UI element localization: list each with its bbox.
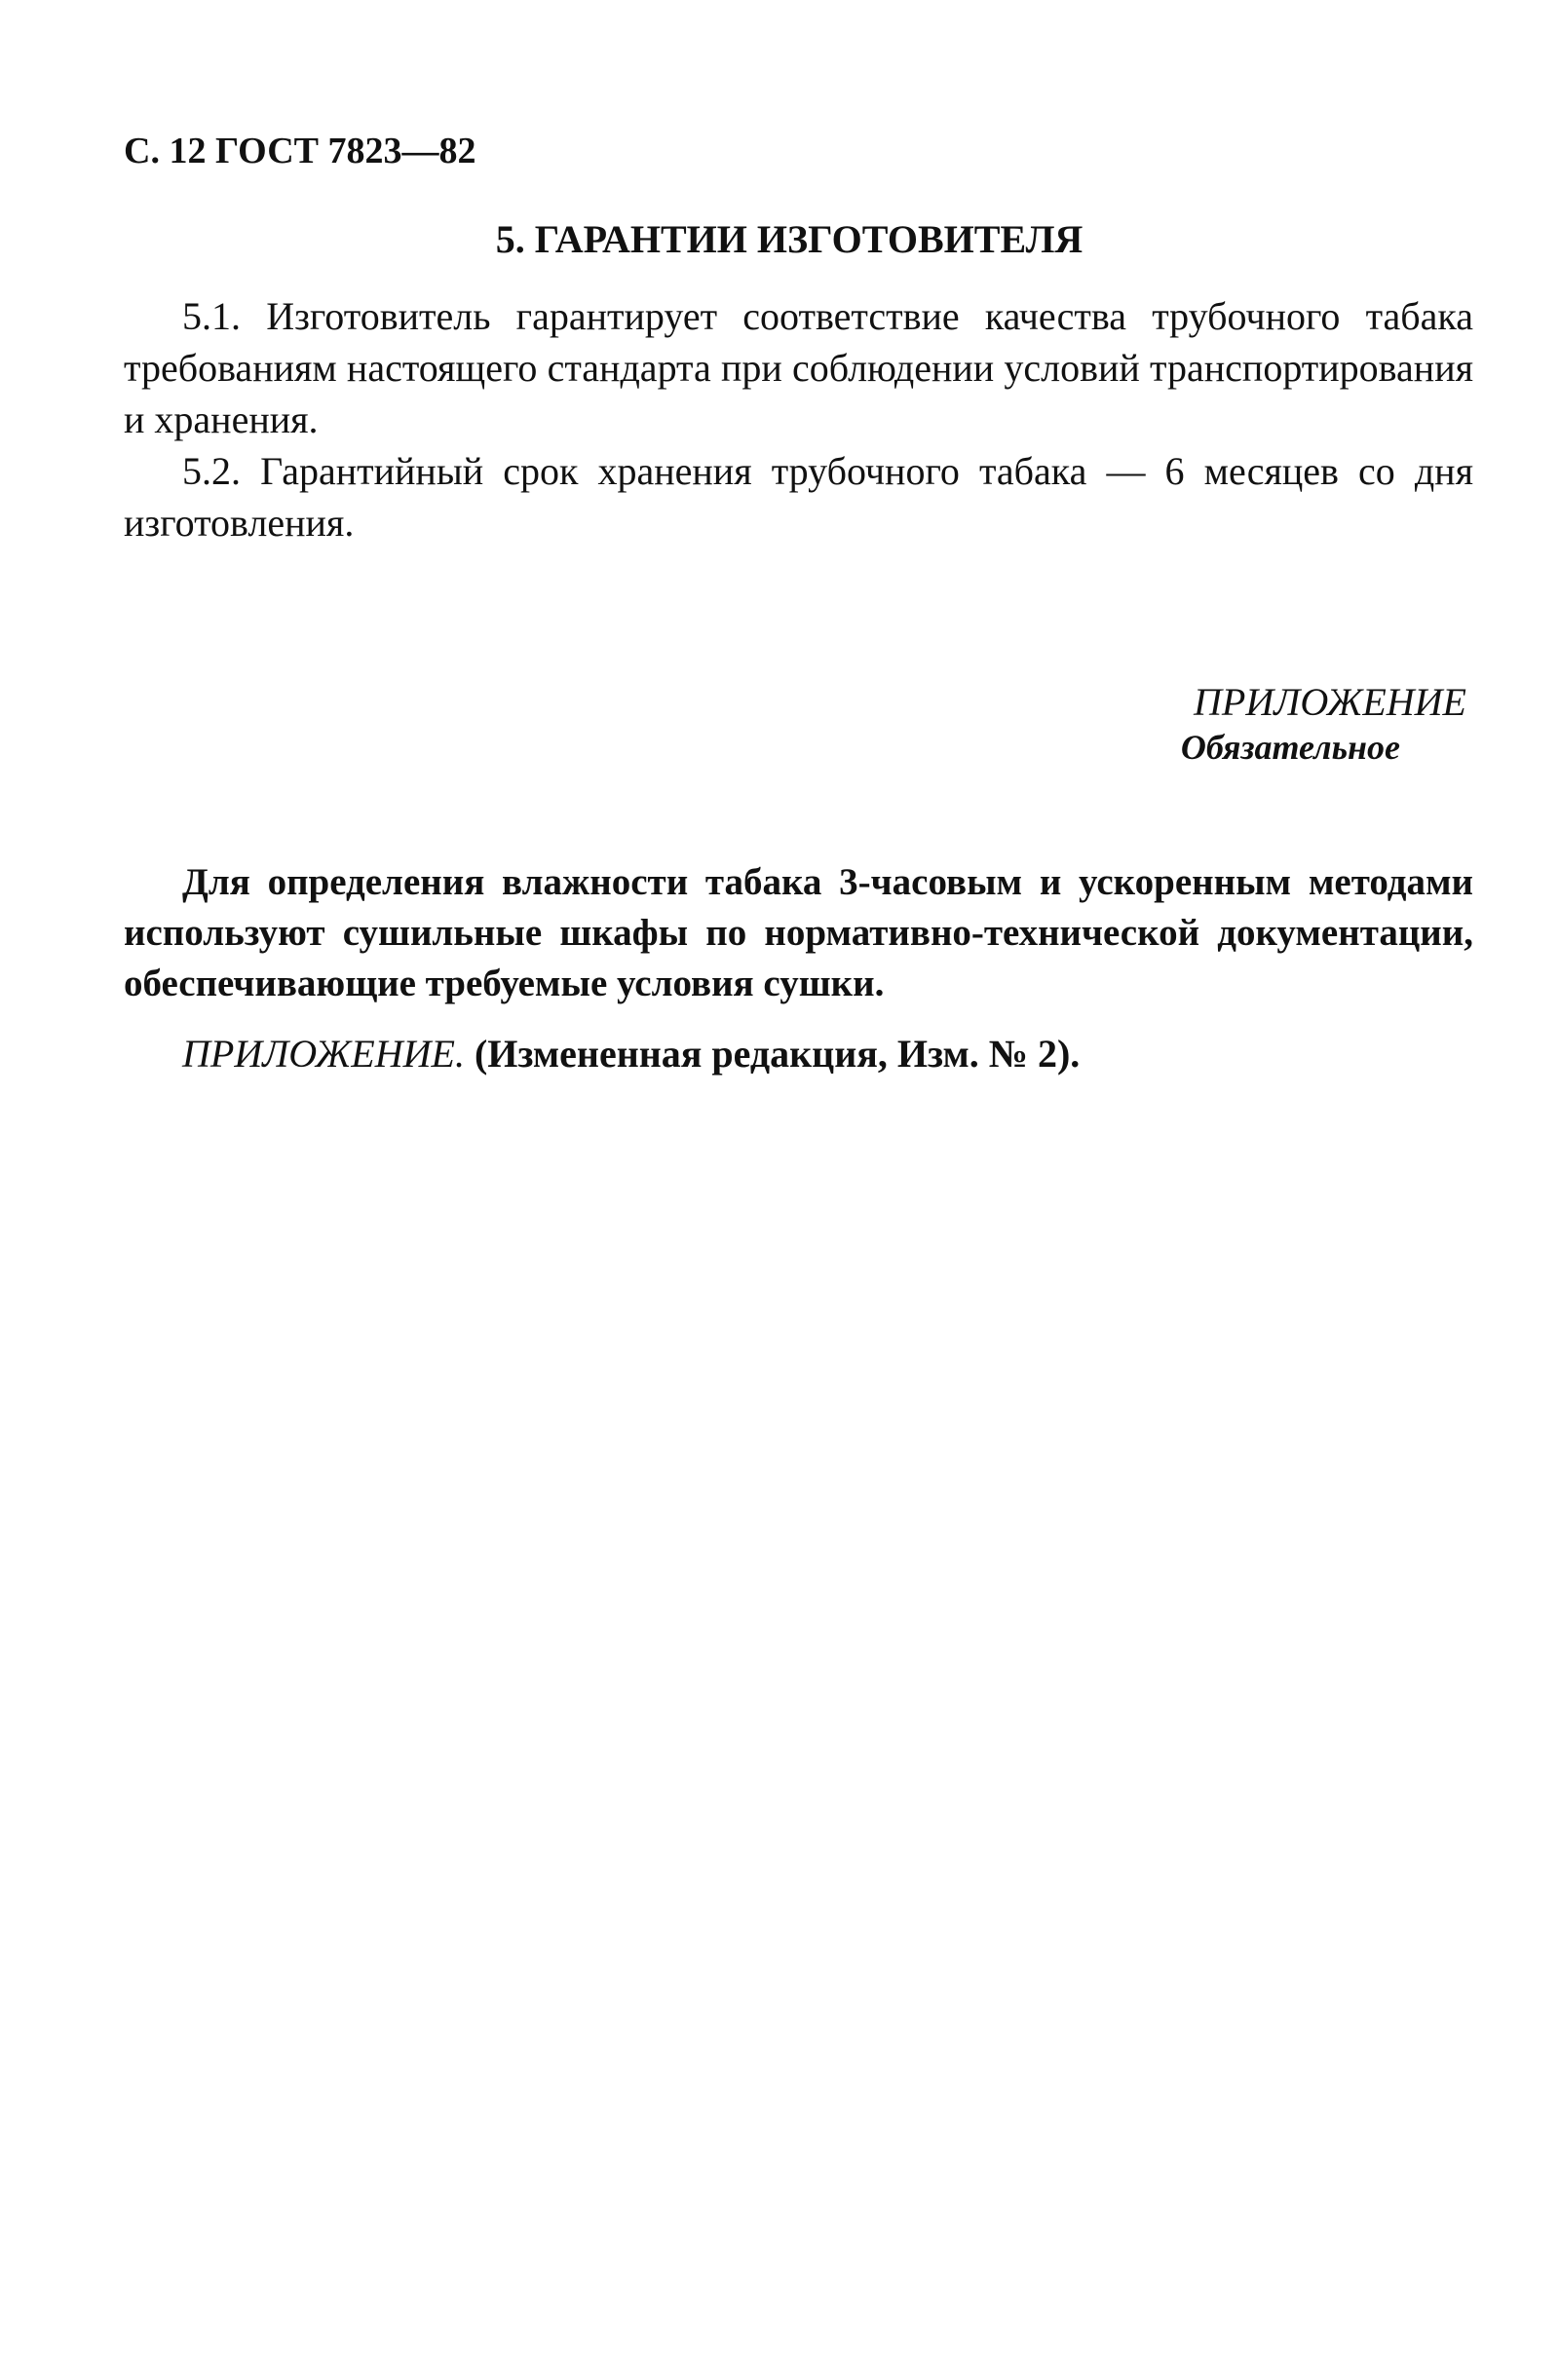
appendix-title: ПРИЛОЖЕНИЕ xyxy=(1194,680,1466,724)
amendment-note xyxy=(182,1031,1080,1077)
amendment-text: (Измененная редакция, Изм. № 2). xyxy=(464,1032,1081,1076)
appendix-heading xyxy=(1181,679,1466,769)
appendix-body: Для определения влажности табака 3-часовым и ускоренным методами используют сушильные шкафы по нормативно-технической документации, обеспечивающие требуемые условия сушки. xyxy=(124,861,1473,1004)
amendment-prefix: ПРИЛОЖЕНИЕ. xyxy=(182,1032,465,1076)
appendix-subtitle: Обязательное xyxy=(1180,728,1400,767)
paragraph-5-2: 5.2. Гарантийный срок хранения трубочного табака — 6 месяцев со дня изготовления. xyxy=(124,449,1473,545)
page-header: С. 12 ГОСТ 7823—82 xyxy=(124,131,476,171)
paragraph-5-1: 5.1. Изготовитель гарантирует соответствие качества трубочного табака требованиям настоящего стандарта при соблюдении условий транспортирования и хранения. xyxy=(124,294,1473,441)
section-title: 5. ГАРАНТИИ ИЗГОТОВИТЕЛЯ xyxy=(495,217,1084,261)
